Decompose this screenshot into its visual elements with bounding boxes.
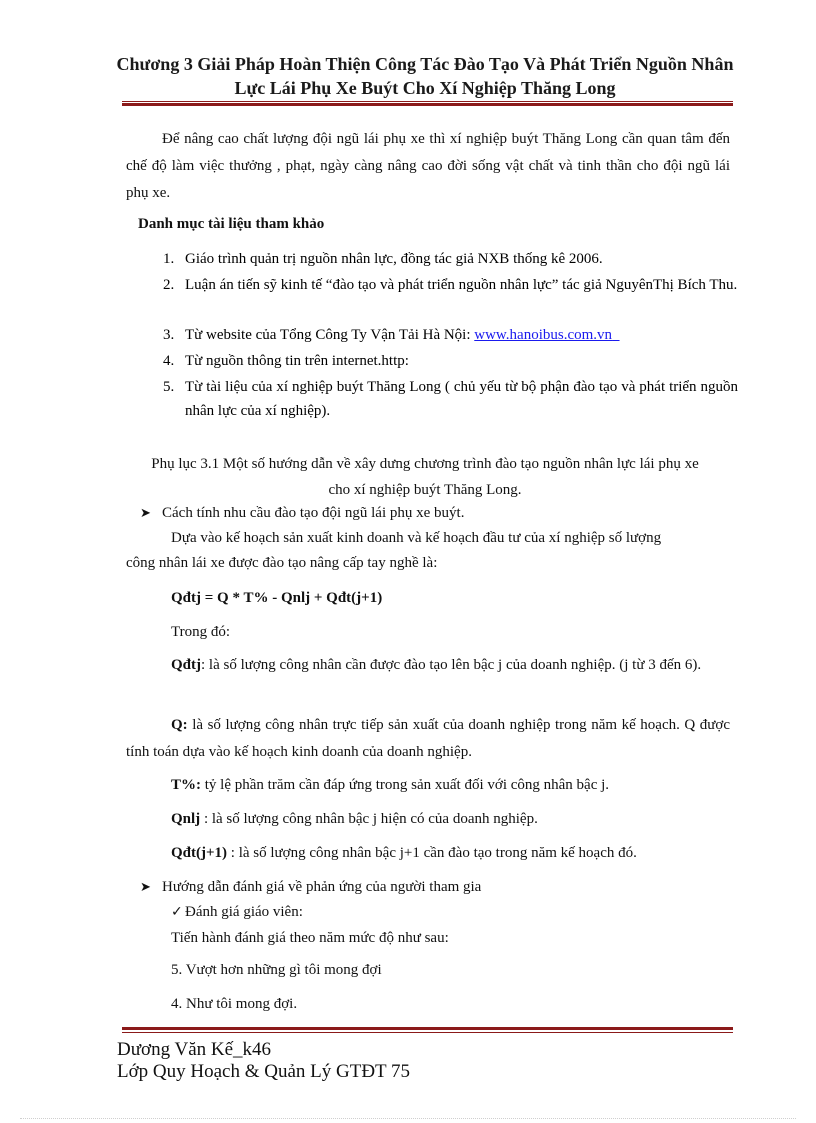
reference-number: 4. [163,353,175,369]
reference-number: 2. [163,277,175,293]
reference-text: Từ nguồn thông tin trên internet.http: [185,353,409,369]
header-rule-thin [122,101,733,102]
references-heading: Danh mục tài liệu tham khảo [138,216,325,232]
checkmark-icon: ✓ [171,904,183,920]
definition-desc: : là số lượng công nhân bậc j+1 cần đào tạo trong năm kế hoạch đó. [227,845,637,861]
eval-levels-intro: Tiến hành đánh giá theo năm mức độ như sau: [171,930,449,946]
intro-paragraph: Để nâng cao chất lượng đội ngũ lái phụ xe thì xí nghiệp buýt Thăng Long cần quan tâm đến chế độ làm việc thưởng , phạt, ngày càng nâng cao đời sống vật chất và tinh thần cho đội ngũ lái phụ xe. [126,131,730,201]
definition-desc: : là số lượng công nhân cần được đào tạo lên bậc j của doanh nghiệp. (j từ 3 đến 6). [201,657,702,673]
page-header-title [110,52,740,100]
para-basis-line-1: Dựa vào kế hoạch sản xuất kinh doanh và kế hoạch đầu tư của xí nghiệp số lượng [171,530,662,546]
where-label: Trong đó: [171,624,231,640]
check-teacher-eval [171,900,303,924]
bullet-evaluation-text: Hướng dẫn đánh giá về phản ứng của người tham gia [162,879,482,895]
footer-rule-thin [122,1032,733,1033]
reference-item [163,273,738,297]
eval-level-5: 5. Vượt hơn những gì tôi mong đợi [171,962,382,978]
definition-term: T%: [171,777,201,793]
arrow-bullet-icon: ➤ [140,880,151,895]
reference-text: Từ tài liệu của xí nghiệp buýt Thăng Long ( chủ yếu từ bộ phận đào tạo và phát triển nguồn nhân lực của xí nghiệp). [185,379,738,419]
bullet-demand [140,500,464,527]
reference-text: Giáo trình quản trị nguồn nhân lực, đồng tác giả NXB thống kê 2006. [185,251,603,267]
footer-rule-thick [122,1027,733,1030]
reference-item [163,375,738,423]
definition-qdtj [126,652,730,679]
reference-text: Từ website của Tổng Công Ty Vận Tải Hà Nội: [185,327,471,343]
para-basis-line-2: công nhân lái xe được đào tạo nâng cấp tay nghề là: [126,555,438,571]
eval-level-4: 4. Như tôi mong đợi. [171,996,298,1012]
definition-term: Qđt(j+1) [171,845,228,861]
bullet-demand-text: Cách tính nhu cầu đào tạo đội ngũ lái phụ xe buýt. [162,505,465,521]
check-teacher-eval-text: Đánh giá giáo viên: [185,904,303,920]
header-title-line-2: Lực Lái Phụ Xe Buýt Cho Xí Nghiệp Thăng Long [234,78,616,98]
definition-term: Qđtj [171,657,201,673]
reference-number: 1. [163,251,175,267]
footer-class: Lớp Quy Hoạch & Quản Lý GTĐT 75 [117,1061,411,1082]
formula: Qđtj = Q * T% - Qnlj + Qđt(j+1) [171,590,383,606]
reference-item [163,247,738,271]
definition-qnlj [171,806,538,833]
arrow-bullet-icon: ➤ [140,506,151,521]
appendix-title [110,451,740,503]
definition-term: Qnlj [171,811,201,827]
footer-author: Dương Văn Kế_k46 [117,1039,272,1060]
header-title-line-1: Chương 3 Giải Pháp Hoàn Thiện Công Tác Đào Tạo Và Phát Triển Nguồn Nhân [116,54,734,74]
definition-term: Q: [171,717,188,733]
appendix-title-line-2: cho xí nghiệp buýt Thăng Long. [328,482,522,498]
reference-text: Luận án tiến sỹ kinh tế “đào tạo và phát triển nguồn nhân lực” tác giả NguyênThị Bích Thu. [185,277,738,293]
definition-q [126,712,730,766]
reference-item [163,349,738,373]
appendix-title-line-1: Phụ lục 3.1 Một số hướng dẫn về xây dưng chương trình đào tạo nguồn nhân lực lái phụ xe [151,456,699,472]
definition-desc: tỷ lệ phần trăm cần đáp ứng trong sản xuất đối với công nhân bậc j. [201,777,610,793]
header-rule-thick [122,103,733,106]
definition-desc: : là số lượng công nhân bậc j hiện có của doanh nghiệp. [200,811,538,827]
definition-t [171,772,609,799]
reference-item [163,323,738,347]
definition-desc: là số lượng công nhân trực tiếp sản xuất của doanh nghiệp trong năm kế hoạch. Q được tính toán dựa vào kế hoạch kinh doanh của doanh nghiệp. [126,717,730,760]
hanoibus-link[interactable]: www.hanoibus.com.vn [474,327,613,343]
page-bottom-edge [20,1118,796,1119]
reference-number: 5. [163,379,175,395]
bullet-evaluation [140,874,481,901]
definition-qdt-j1 [171,840,637,867]
reference-number: 3. [163,327,175,343]
